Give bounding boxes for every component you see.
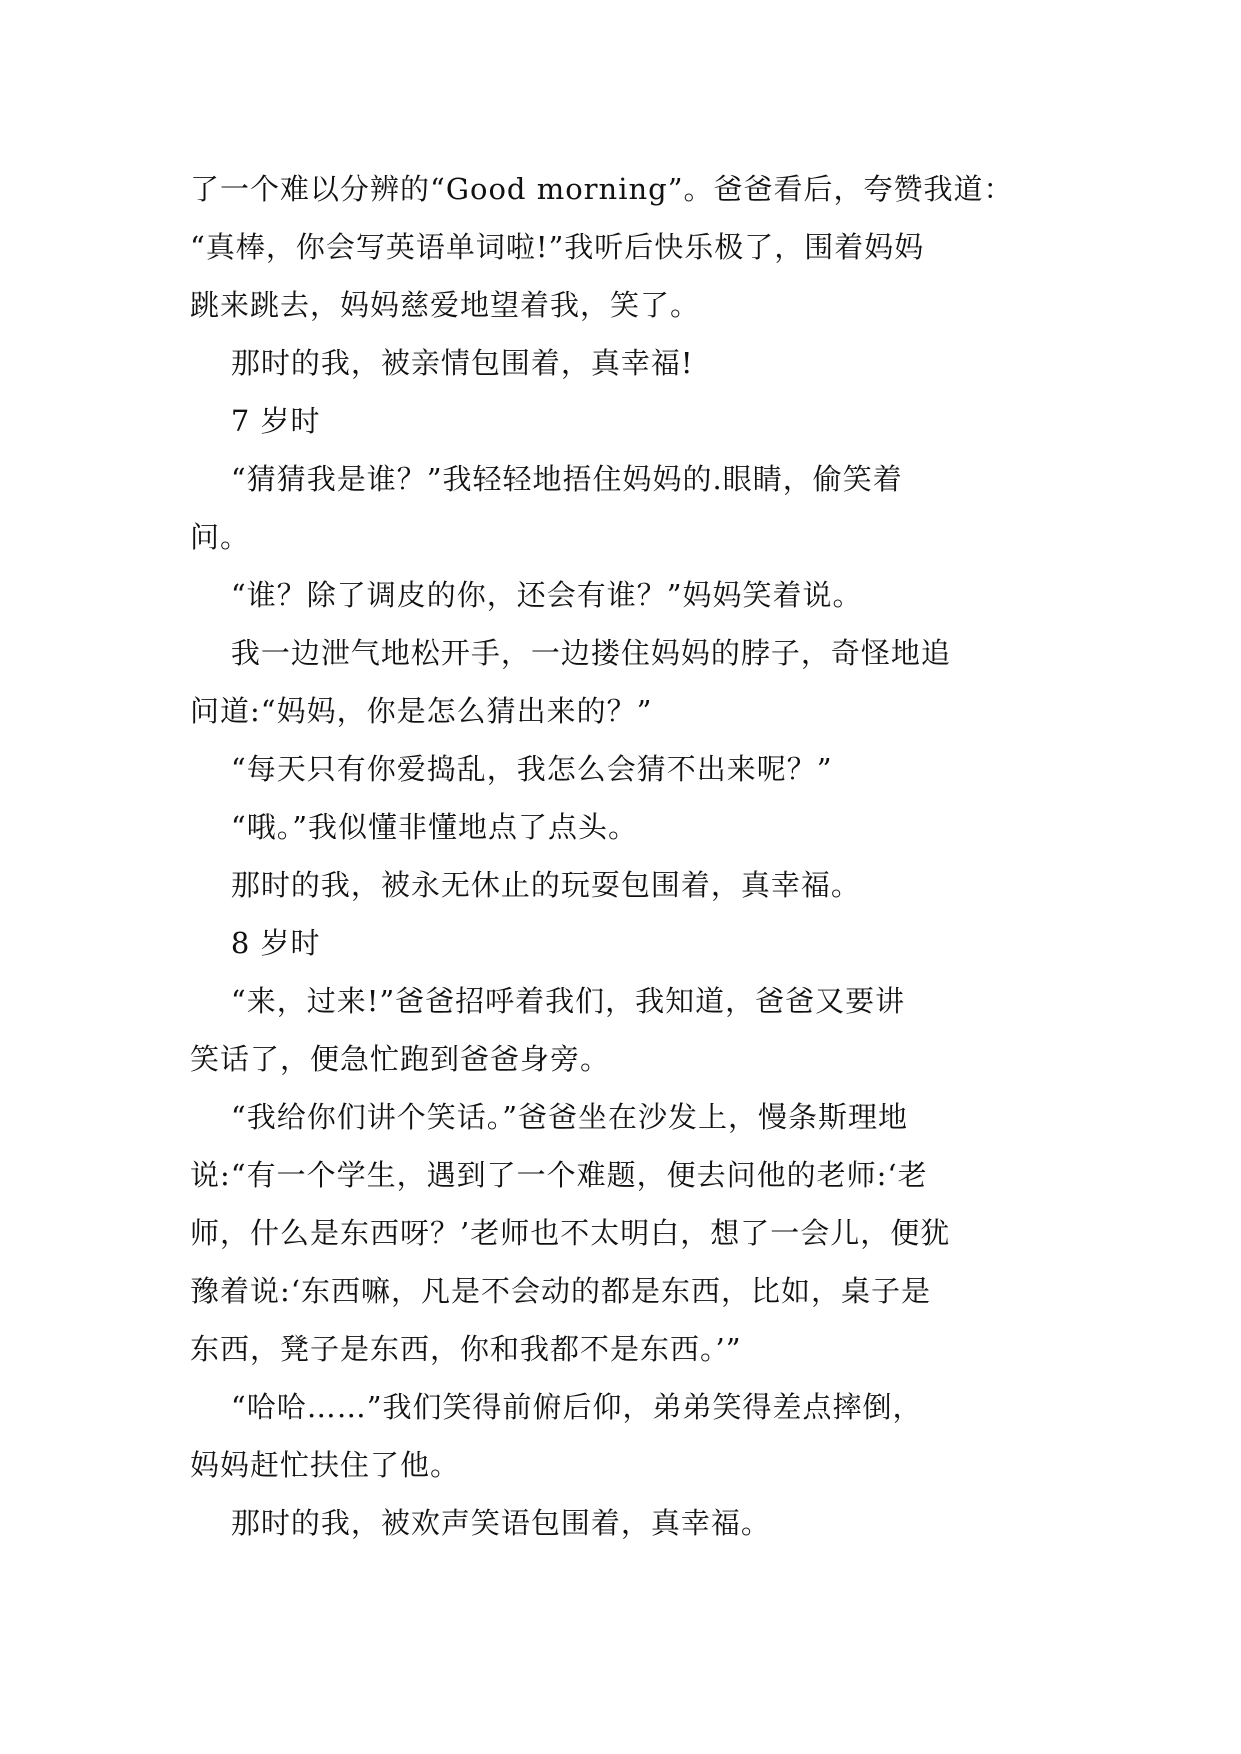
text-line: 跳来跳去，妈妈慈爱地望着我，笑了。 [190, 288, 701, 322]
text-line: 东西，凳子是东西，你和我都不是东西。’” [190, 1332, 742, 1366]
section-heading: 7 岁时 [190, 404, 321, 438]
text-line: 了一个难以分辨的“Good morning”。爸爸看后，夸赞我道： [190, 172, 1014, 206]
text-line: “猜猜我是谁？”我轻轻地捂住妈妈的.眼睛，偷笑着 [190, 462, 903, 496]
text-line: 那时的我，被亲情包围着，真幸福! [190, 346, 694, 380]
text-line: “来，过来!”爸爸招呼着我们，我知道，爸爸又要讲 [190, 984, 906, 1018]
text-line: “真棒，你会写英语单词啦!”我听后快乐极了，围着妈妈 [190, 230, 925, 264]
text-line: “我给你们讲个笑话。”爸爸坐在沙发上，慢条斯理地 [190, 1100, 909, 1134]
text-line: 豫着说:‘东西嘛，凡是不会动的都是东西，比如，桌子是 [190, 1274, 931, 1308]
text-line: 问。 [190, 520, 251, 554]
text-line: 那时的我，被欢声笑语包围着，真幸福。 [190, 1506, 771, 1540]
document-body [190, 160, 1090, 1552]
text-line: 那时的我，被永无休止的玩耍包围着，真幸福。 [190, 868, 861, 902]
text-line: “哈哈……”我们笑得前俯后仰，弟弟笑得差点摔倒， [190, 1390, 923, 1424]
text-line: 我一边泄气地松开手，一边搂住妈妈的脖子，奇怪地追 [190, 636, 951, 670]
text-line: 问道:“妈妈，你是怎么猜出来的？” [190, 694, 653, 728]
text-line: 笑话了，便急忙跑到爸爸身旁。 [190, 1042, 611, 1076]
text-line: 说:“有一个学生，遇到了一个难题，便去问他的老师:‘老 [190, 1158, 928, 1192]
section-heading: 8 岁时 [190, 926, 321, 960]
text-line: “谁？除了调皮的你，还会有谁？”妈妈笑着说。 [190, 578, 863, 612]
text-line: “哦。”我似懂非懂地点了点头。 [190, 810, 639, 844]
text-line: “每天只有你爱捣乱，我怎么会猜不出来呢？” [190, 752, 833, 786]
text-line: 妈妈赶忙扶住了他。 [190, 1448, 461, 1482]
text-line: 师，什么是东西呀？’老师也不太明白，想了一会儿，便犹 [190, 1216, 951, 1250]
